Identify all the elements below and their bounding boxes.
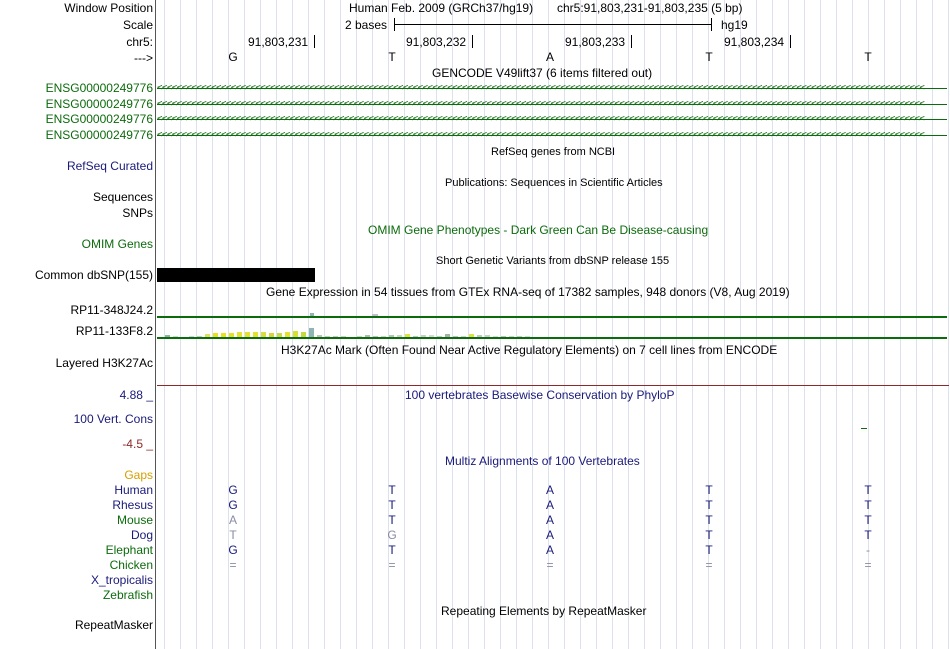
ensg-label-1[interactable]: ENSG00000249776	[45, 81, 153, 95]
alignment-base-chicken: =	[864, 558, 872, 572]
base-2: T	[388, 50, 396, 64]
dbsnp-track-title: Short Genetic Variants from dbSNP release 155	[436, 255, 670, 267]
base-3: A	[545, 50, 554, 64]
alignment-base-mouse: A	[228, 513, 237, 527]
alignment-base-human: A	[545, 483, 554, 497]
db-label: hg19	[721, 18, 748, 32]
ensg-label-2[interactable]: ENSG00000249776	[45, 97, 153, 111]
h3k27ac-label[interactable]: Layered H3K27Ac	[55, 356, 153, 370]
dbsnp-variant-block[interactable]	[157, 268, 315, 282]
scale-bar	[394, 24, 711, 25]
refseq-track-title: RefSeq genes from NCBI	[491, 146, 616, 158]
gridline	[948, 0, 949, 649]
alignment-base-human: G	[228, 483, 238, 497]
species-zebrafish-label: Zebrafish	[102, 588, 153, 602]
alignment-base-mouse: T	[864, 513, 872, 527]
alignment-base-human: T	[864, 483, 872, 497]
alignment-base-chicken: =	[705, 558, 713, 572]
ruler-position-2: 91,803,232	[406, 35, 467, 49]
ruler-tick-2	[472, 35, 473, 48]
ruler-position-1: 91,803,231	[248, 35, 309, 49]
phylop-track-title: 100 vertebrates Basewise Conservation by PhyloP	[405, 388, 675, 402]
alignment-base-human: T	[705, 483, 713, 497]
dbsnp-label[interactable]: Common dbSNP(155)	[34, 268, 153, 282]
multiz-track-title: Multiz Alignments of 100 Vertebrates	[445, 454, 640, 468]
omim-label[interactable]: OMIM Genes	[81, 237, 153, 251]
alignment-base-elephant: -	[866, 543, 870, 557]
ruler-position-3: 91,803,233	[565, 35, 626, 49]
gaps-label: Gaps	[124, 468, 153, 482]
gtex-gene-line-1[interactable]	[157, 316, 947, 318]
species-elephant-label: Elephant	[105, 543, 153, 557]
assembly-title: Human Feb. 2009 (GRCh37/hg19)	[349, 1, 534, 15]
species-human-label: Human	[114, 483, 153, 497]
alignment-base-dog: T	[229, 528, 237, 542]
window-position-value: chr5:91,803,231-91,803,235 (5 bp)	[557, 1, 743, 15]
strand-label: --->	[134, 51, 153, 65]
gene-model-4[interactable]: <<<<<<<<<<<<<<<<<<<<<<<<<<<<<<<<<<<<<<<<<<<<<<<<<<<<<<<<<<<<<<<<<<<<<<<<<<<<<<<<<<<<<<<<<<<<<<<<<<<<<<<<<<<<<<<<<<<<<<<<<<<<<<<<<<<<<<<<<<<<<<<<<<<<<<<<<<<<	[157, 129, 947, 141]
alignment-base-elephant: G	[228, 543, 238, 557]
alignment-base-rhesus: G	[228, 498, 238, 512]
alignment-base-dog: A	[545, 528, 554, 542]
gtex-expression-bars[interactable]	[165, 323, 535, 337]
refseq-label[interactable]: RefSeq Curated	[66, 159, 153, 173]
alignment-base-mouse: T	[705, 513, 713, 527]
alignment-base-dog: T	[705, 528, 713, 542]
h3k27ac-baseline	[157, 385, 949, 386]
gene-model-1[interactable]: <<<<<<<<<<<<<<<<<<<<<<<<<<<<<<<<<<<<<<<<<<<<<<<<<<<<<<<<<<<<<<<<<<<<<<<<<<<<<<<<<<<<<<<<<<<<<<<<<<<<<<<<<<<<<<<<<<<<<<<<<<<<<<<<<<<<<<<<<<<<<<<<<<<<<<<<<<<<	[157, 82, 947, 94]
gene-model-3[interactable]: <<<<<<<<<<<<<<<<<<<<<<<<<<<<<<<<<<<<<<<<<<<<<<<<<<<<<<<<<<<<<<<<<<<<<<<<<<<<<<<<<<<<<<<<<<<<<<<<<<<<<<<<<<<<<<<<<<<<<<<<<<<<<<<<<<<<<<<<<<<<<<<<<<<<<<<<<<<<	[157, 113, 947, 125]
base-4: T	[705, 50, 713, 64]
window-position-label: Window Position	[64, 1, 153, 15]
alignment-base-elephant: A	[545, 543, 554, 557]
repeatmasker-label[interactable]: RepeatMasker	[74, 618, 153, 632]
ruler-tick-1	[314, 35, 315, 48]
scale-bar-right-tick	[711, 18, 712, 31]
gtex-gene-line-2[interactable]	[157, 337, 947, 339]
alignment-base-rhesus: T	[864, 498, 872, 512]
omim-track-title: OMIM Gene Phenotypes - Dark Green Can Be Disease-causing	[368, 223, 709, 237]
scale-text: 2 bases	[345, 18, 388, 32]
repeatmasker-track-title: Repeating Elements by RepeatMasker	[441, 604, 647, 618]
rp11-348j24-label[interactable]: RP11-348J24.2	[70, 303, 153, 317]
ruler-tick-4	[790, 35, 791, 48]
phylop-max-label: 4.88 _	[119, 388, 153, 402]
phylop-mark	[861, 428, 867, 429]
snps-label[interactable]: SNPs	[122, 206, 153, 220]
base-5: T	[864, 50, 872, 64]
species-mouse-label: Mouse	[116, 513, 153, 527]
alignment-base-dog: T	[864, 528, 872, 542]
alignment-base-mouse: T	[388, 513, 396, 527]
species-xtropicalis-label: X_tropicalis	[90, 573, 153, 587]
alignment-base-dog: G	[387, 528, 397, 542]
ruler-position-4: 91,803,234	[724, 35, 785, 49]
alignment-base-chicken: =	[546, 558, 554, 572]
alignment-base-rhesus: T	[705, 498, 713, 512]
gtex-mark-small	[310, 313, 314, 316]
chromosome-label: chr5:	[126, 35, 153, 49]
species-chicken-label: Chicken	[109, 558, 153, 572]
alignment-base-rhesus: A	[545, 498, 554, 512]
gtex-track-title: Gene Expression in 54 tissues from GTEx RNA-seq of 17382 samples, 948 donors (V8, Aug 2019)	[266, 285, 790, 299]
gencode-track-title: GENCODE V49lift37 (6 items filtered out)	[432, 66, 653, 80]
phylop-min-label: -4.5 _	[122, 437, 153, 451]
ruler-tick-3	[631, 35, 632, 48]
alignment-base-human: T	[388, 483, 396, 497]
scale-label: Scale	[122, 18, 153, 32]
alignment-base-chicken: =	[229, 558, 237, 572]
species-dog-label: Dog	[130, 528, 153, 542]
h3k27ac-track-title: H3K27Ac Mark (Often Found Near Active Regulatory Elements) on 7 cell lines from ENCODE	[281, 343, 778, 357]
species-rhesus-label: Rhesus	[112, 498, 153, 512]
publications-track-title: Publications: Sequences in Scientific Articles	[445, 177, 663, 189]
gtex-tissue-bar[interactable]	[309, 328, 314, 337]
track-labels-column	[0, 0, 153, 649]
ensg-label-3[interactable]: ENSG00000249776	[45, 112, 153, 126]
alignment-base-chicken: =	[388, 558, 396, 572]
alignment-base-mouse: A	[545, 513, 554, 527]
gtex-mark-small-2	[372, 314, 378, 316]
sequences-label[interactable]: Sequences	[92, 190, 153, 204]
rp11-133f8-label[interactable]: RP11-133F8.2	[75, 324, 153, 338]
ensg-label-4[interactable]: ENSG00000249776	[45, 128, 153, 142]
vert-cons-label[interactable]: 100 Vert. Cons	[73, 412, 153, 426]
gene-model-2[interactable]: <<<<<<<<<<<<<<<<<<<<<<<<<<<<<<<<<<<<<<<<<<<<<<<<<<<<<<<<<<<<<<<<<<<<<<<<<<<<<<<<<<<<<<<<<<<<<<<<<<<<<<<<<<<<<<<<<<<<<<<<<<<<<<<<<<<<<<<<<<<<<<<<<<<<<<<<<<<<	[157, 98, 947, 110]
base-1: G	[228, 50, 238, 64]
alignment-base-rhesus: T	[388, 498, 396, 512]
alignment-base-elephant: T	[705, 543, 713, 557]
alignment-base-elephant: T	[388, 543, 396, 557]
